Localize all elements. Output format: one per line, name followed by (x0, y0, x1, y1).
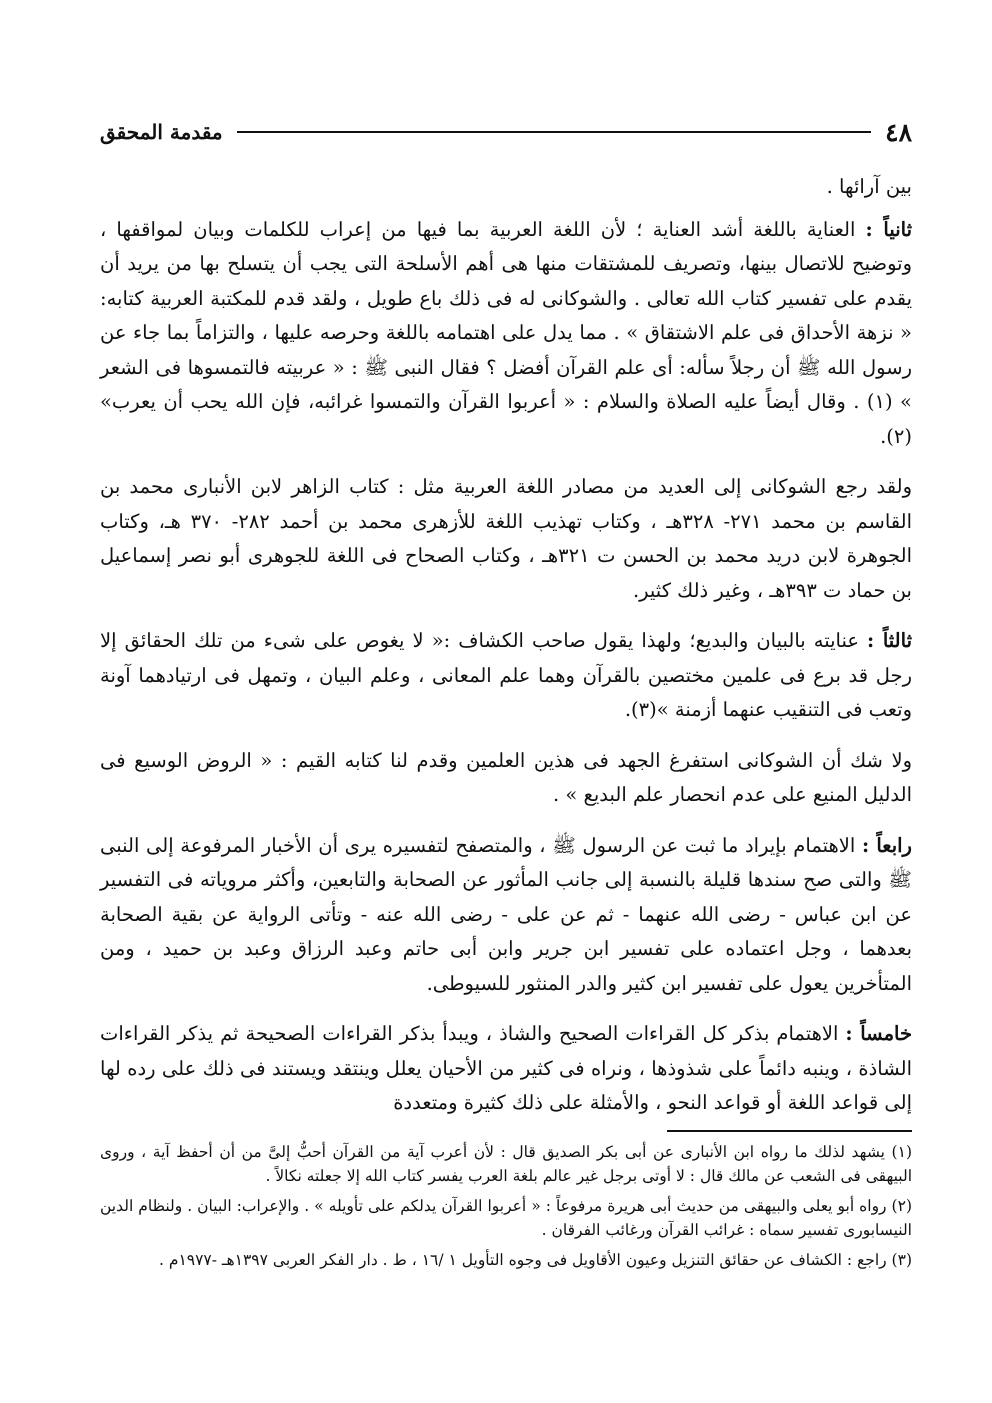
header-rule (237, 131, 871, 133)
paragraph (100, 170, 912, 205)
paragraph-text: العناية باللغة أشد العناية ؛ لأن اللغة العربية بما فيها من إعراب للكلمات وبيان لمواقفها ، وتوضيح للاتصال بينها، وتصريف للمشتقات منها هى أهم الأسلحة التى يجب أن يتسلح بها من يريد أن يقدم على تفسير كتاب الله تعالى . والشوكانى له فى ذلك باع طويل ، ولقد قدم للمكتبة العربية كتابه: « نزهة الأحداق فى علم الاشتقاق » . مما يدل على اهتمامه باللغة وحرصه عليها ، والتزاماً بما جاء عن رسول الله ﷺ أن رجلاً سأله: أى علم القرآن أفضل ؟ فقال النبى ﷺ : « عربيته فالتمسوها فى الشعر » (١) . وقال أيضاً عليه الصلاة والسلام : « أعربوا القرآن والتمسوا غرائبه، فإن الله يحب أن يعرب» (٢). (100, 217, 912, 448)
paragraph (100, 829, 912, 1002)
paragraph-text: بين آرائها . (826, 175, 912, 198)
paragraph (100, 1017, 912, 1121)
footnote-3: (٣) راجع : الكشاف عن حقائق التنزيل وعيون الأقاويل فى وجوه التأويل ١ /١٦ ، ط . دار الفكر العربى ١٣٩٧هـ -١٩٧٧م . (159, 1251, 912, 1269)
paragraph-text: ولقد رجع الشوكانى إلى العديد من مصادر اللغة العربية مثل : كتاب الزاهر لابن الأنبارى محمد بن القاسم بن محمد ٢٧١- ٣٢٨هـ ، وكتاب تهذيب اللغة للأزهرى محمد بن أحمد ٢٨٢- ٣٧٠ هـ، وكتاب الجوهرة لابن دريد محمد بن الحسن ت ٣٢١هـ ، وكتاب الصحاح فى اللغة للجوهرى أبو نصر إسماعيل بن حماد ت ٣٩٣هـ ، وغير ذلك كثير. (100, 475, 912, 602)
paragraph-text: عنايته بالبيان والبديع؛ ولهذا يقول صاحب الكشاف :« لا يغوص على شىء من تلك الحقائق إلا رجل قد برع فى علمين مختصين بالقرآن وهما علم المعانى ، وعلم البيان ، وتمهل فى ارتيادهما آونة وتعب فى التنقيب عنهما أزمنة »(٣). (100, 629, 912, 721)
paragraph-text: ولا شك أن الشوكانى استفرغ الجهد فى هذين العلمين وقدم لنا كتابه القيم : « الروض الوسيع فى الدليل المنيع على عدم انحصار علم البديع » . (100, 748, 912, 806)
running-title: مقدمة المحقق (100, 120, 223, 144)
body-text (100, 170, 912, 1137)
book-page (100, 110, 912, 1350)
footnote-separator (667, 1130, 912, 1132)
paragraph-text: الاهتمام بذكر كل القراءات الصحيح والشاذ ، ويبدأ بذكر القراءات الصحيحة ثم يذكر القراءات الشاذة ، وينبه دائماً على شذوذها ، ونراه فى كثير من الأحيان يعلل وينتقد ويستند فى ذلك على رده لها إلى قواعد اللغة أو قواعد النحو ، والأمثلة على ذلك كثيرة ومتعددة (100, 1022, 912, 1114)
paragraph-lead: ثانياً : (865, 217, 912, 241)
paragraph-text: الاهتمام بإيراد ما ثبت عن الرسول ﷺ ، والمتصفح لتفسيره يرى أن الأخبار المرفوعة إلى النبى ﷺ والتى صح سندها قليلة بالنسبة إلى جانب المأثور عن الصحابة والتابعين، وأكثر مروياته فى التفسير عن ابن عباس - رضى الله عنهما - ثم عن على - رضى الله عنه - وتأتى الرواية عن بقية الصحابة بعدهما ، وجل اعتماده على تفسير ابن جرير وابن أبى حاتم وعبد الرزاق وعبد بن حميد ، ومن المتأخرين يعول على تفسير ابن كثير والدر المنثور للسيوطى. (100, 833, 912, 995)
footnote-2: (٢) رواه أبو يعلى والبيهقى من حديث أبى هريرة مرفوعاً : « أعربوا القرآن يدلكم على تأويله » . والإعراب: البيان . ولنظام الدين النيسابورى تفسير سماه : غرائب القرآن ورغائب الفرقان . (100, 1197, 912, 1239)
page-number: ٤٨ (885, 117, 912, 147)
paragraph (100, 213, 912, 455)
page-header (100, 110, 912, 154)
paragraph-lead: خامساً : (845, 1022, 913, 1045)
paragraph (100, 744, 912, 813)
paragraph (100, 624, 912, 728)
footnotes (100, 1140, 912, 1278)
paragraph-lead: رابعاً : (861, 833, 912, 857)
footnote-1: (١) يشهد لذلك ما رواه ابن الأنبارى عن أبى بكر الصديق قال : لأن أعرب آية من القرآن أحبُّ إلىَّ من أن أحفظ آية ، وروى البيهقى فى الشعب عن مالك قال : لا أوتى برجل غير عالم بلغة العرب يفسر كتاب الله إلا جعلته نكالاً . (100, 1143, 912, 1185)
paragraph (100, 470, 912, 608)
paragraph-lead: ثالثاً : (867, 629, 912, 652)
